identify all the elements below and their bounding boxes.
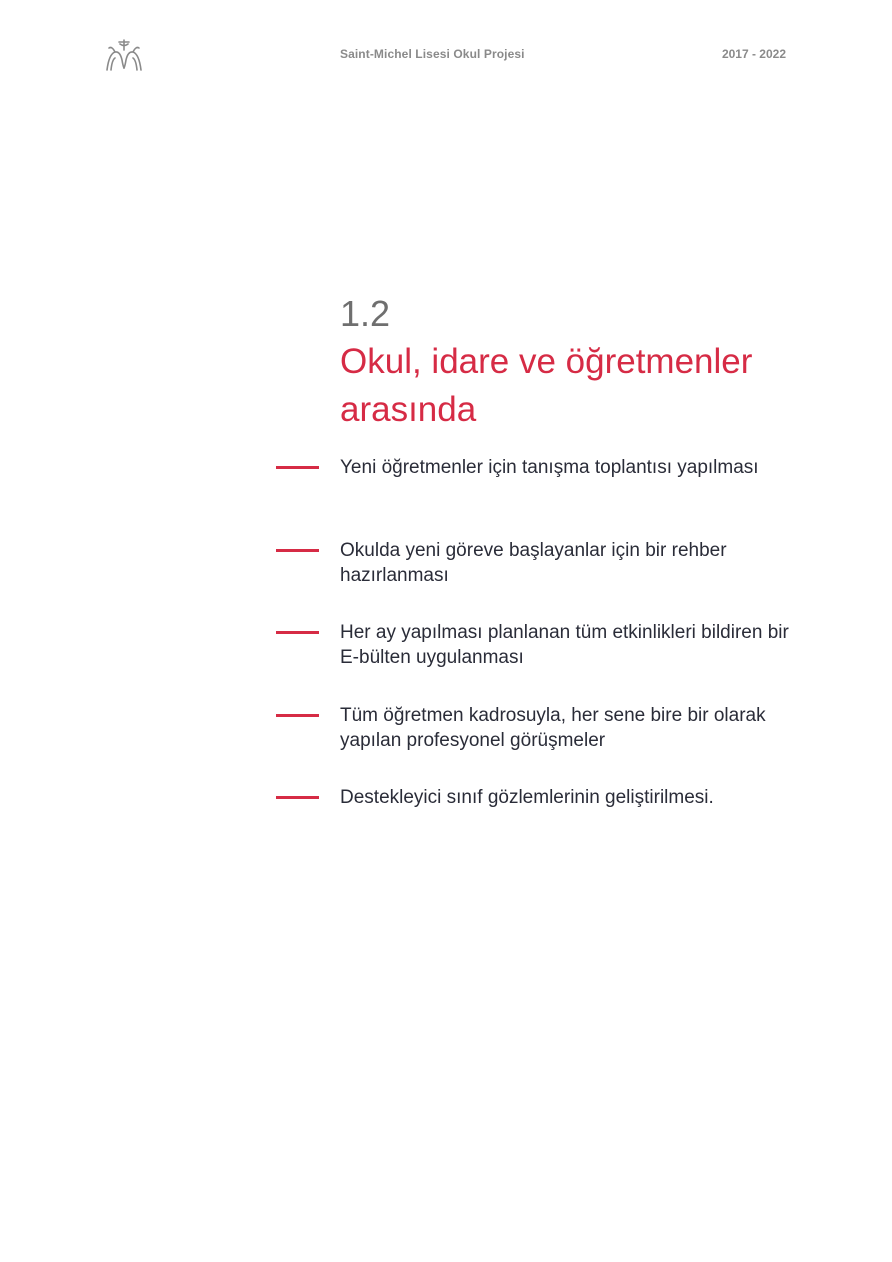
bullet-text: Destekleyici sınıf gözlemlerinin geliştirilmesi. (340, 787, 714, 808)
bullet-item (0, 703, 892, 786)
bullet-dash (276, 549, 319, 552)
bullet-dash (276, 714, 319, 717)
section-title: Okul, idare ve öğretmenler arasında (340, 342, 753, 429)
bullet-dash (276, 796, 319, 799)
bullet-text: Her ay yapılması planlanan tüm etkinlikleri bildiren bir E-bülten uygulanması (340, 622, 789, 668)
bullet-dash (276, 466, 319, 469)
bullet-item (0, 620, 892, 703)
bullet-item (0, 538, 892, 621)
bullet-dash (276, 631, 319, 634)
bullet-text: Yeni öğretmenler için tanışma toplantısı yapılması (340, 457, 759, 478)
school-emblem-icon (104, 36, 144, 72)
bullet-list (0, 455, 892, 868)
school-emblem-graphic (104, 36, 144, 72)
bullet-text: Okulda yeni göreve başlayanlar için bir rehber hazırlanması (340, 539, 727, 586)
document-header-years: 2017 - 2022 (721, 47, 786, 61)
document-header-title: Saint-Michel Lisesi Okul Projesi (340, 47, 525, 61)
bullet-text: Tüm öğretmen kadrosuyla, her sene bire bir olarak yapılan profesyonel görüşmeler (340, 704, 766, 751)
section-number: 1.2 (340, 293, 391, 334)
bullet-item (0, 785, 892, 868)
bullet-item (0, 455, 892, 538)
